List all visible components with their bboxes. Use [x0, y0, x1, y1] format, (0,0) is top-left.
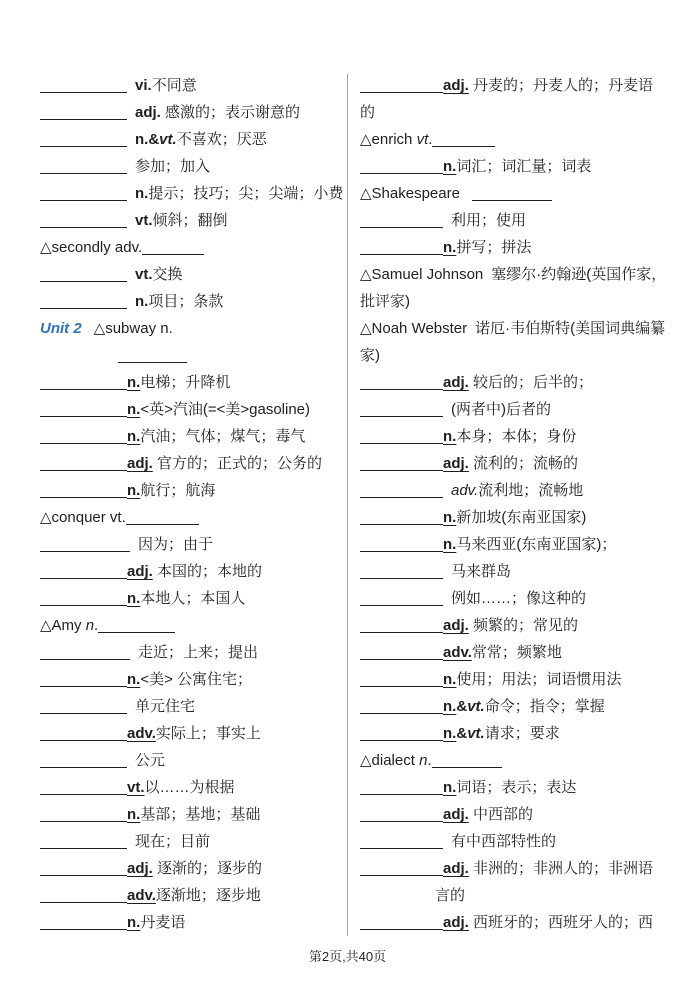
fill-in-blank	[40, 537, 130, 552]
text-segment: 参加；加入	[135, 158, 211, 175]
text-segment: adj.	[127, 860, 153, 877]
vocab-row	[360, 153, 695, 180]
text-segment: (两者中)后者的	[451, 401, 551, 418]
vocab-row	[360, 666, 695, 693]
text-segment: adj.	[127, 563, 153, 580]
text-segment: 命令；指令；掌握	[484, 698, 605, 715]
text-segment: 频繁的；常见的	[468, 617, 579, 634]
fill-in-blank	[40, 456, 127, 471]
text-segment: 感激的；表示谢意的	[160, 104, 301, 121]
fill-in-blank	[472, 186, 552, 201]
vocab-row	[360, 450, 695, 477]
text-segment: 词汇；词汇量；词表	[456, 158, 592, 175]
fill-in-blank	[432, 753, 502, 768]
text-segment: .	[427, 752, 432, 769]
text-segment: 较后的；后半的；	[468, 374, 594, 391]
fill-in-blank	[142, 240, 204, 255]
text-segment: adj.	[443, 860, 469, 877]
vocab-row	[360, 639, 695, 666]
fill-in-blank	[40, 726, 127, 741]
text-segment: &	[456, 698, 468, 715]
text-segment: 的	[360, 104, 376, 121]
fill-in-blank	[360, 159, 443, 174]
text-segment: n	[85, 617, 95, 634]
fill-in-blank	[40, 753, 127, 768]
fill-in-blank	[40, 834, 127, 849]
text-segment: adv.	[127, 887, 156, 904]
fill-in-blank	[40, 645, 130, 660]
text-segment: n.	[443, 509, 457, 526]
fill-in-blank	[40, 105, 127, 120]
text-segment: 项目；条款	[148, 293, 224, 310]
text-segment: △Amy	[40, 617, 86, 634]
text-segment: 使用；用法；词语惯用法	[456, 671, 622, 688]
text-segment: &	[456, 725, 468, 742]
fill-in-blank	[360, 240, 443, 255]
fill-in-blank	[432, 132, 495, 147]
text-segment: △Shakespeare	[360, 185, 460, 202]
fill-in-blank	[40, 294, 127, 309]
fill-in-blank	[360, 402, 443, 417]
vocab-row	[360, 828, 695, 855]
fill-in-blank	[360, 429, 443, 444]
text-segment: vt.	[467, 698, 485, 715]
fill-in-blank	[360, 645, 443, 660]
text-segment: vt.	[135, 212, 153, 229]
fill-in-blank	[40, 672, 127, 687]
text-segment: n.	[127, 401, 141, 418]
vocab-row	[40, 342, 347, 369]
text-segment: <美> 公寓住宅；	[140, 671, 253, 688]
vocab-row	[360, 585, 695, 612]
text-segment: 西班牙的；西班牙人的；西	[468, 914, 654, 931]
vocab-row	[40, 693, 347, 720]
text-segment: adj.	[127, 455, 153, 472]
text-segment: .	[94, 617, 99, 634]
vocab-row	[40, 774, 347, 801]
fill-in-blank	[360, 672, 443, 687]
text-segment: n.	[443, 158, 457, 175]
fill-in-blank	[40, 402, 127, 417]
fill-in-blank	[40, 132, 127, 147]
vocab-row	[40, 585, 347, 612]
text-segment: adj.	[135, 104, 161, 121]
text-segment: 实际上；事实上	[155, 725, 261, 742]
text-segment: 本身；本体；身份	[456, 428, 577, 445]
vocab-row	[40, 423, 347, 450]
fill-in-blank	[360, 699, 443, 714]
text-segment: 丹麦的；丹麦人的；丹麦语	[468, 77, 654, 94]
text-segment: adj.	[443, 914, 469, 931]
text-segment: 本地人；本国人	[140, 590, 246, 607]
text-segment: △Noah Webster	[360, 320, 468, 337]
vocab-row	[360, 369, 695, 396]
fill-in-blank	[360, 780, 443, 795]
vocab-row	[360, 801, 695, 828]
text-segment: n	[419, 752, 428, 769]
text-segment: 马来西亚(东南亚国家)；	[456, 536, 617, 553]
text-segment: 流利的；流畅的	[468, 455, 579, 472]
vocab-row	[40, 126, 347, 153]
text-segment: .	[428, 131, 433, 148]
text-segment: 常常；频繁地	[471, 644, 562, 661]
text-segment: vt	[416, 131, 429, 148]
right-column	[347, 72, 695, 936]
vocab-row	[360, 207, 695, 234]
fill-in-blank	[40, 267, 127, 282]
vocab-row	[40, 828, 347, 855]
text-segment: adj.	[443, 455, 469, 472]
vocab-row	[40, 720, 347, 747]
text-segment: adj.	[443, 806, 469, 823]
vocab-row	[360, 477, 695, 504]
fill-in-blank	[40, 564, 127, 579]
text-segment: vt.	[159, 131, 177, 148]
text-segment: 倾斜；翻倒	[152, 212, 228, 229]
text-segment: n.	[135, 293, 149, 310]
text-segment: 航行；航海	[140, 482, 216, 499]
text-segment: n.	[127, 671, 141, 688]
fill-in-blank	[360, 618, 443, 633]
fill-in-blank	[360, 861, 443, 876]
text-segment: 诺厄·韦伯斯特(美国词典编纂	[475, 320, 666, 337]
vocab-row	[360, 99, 695, 126]
vocab-row	[360, 612, 695, 639]
vocab-row	[40, 315, 347, 342]
text-segment: n.	[443, 671, 457, 688]
fill-in-blank	[40, 888, 127, 903]
fill-in-blank	[40, 699, 127, 714]
vocab-row	[360, 531, 695, 558]
vocab-row	[40, 855, 347, 882]
text-segment: adv.	[127, 725, 156, 742]
text-segment: 现在；目前	[135, 833, 211, 850]
text-segment: 以……为根据	[144, 779, 235, 796]
vocab-row	[360, 126, 695, 153]
vocab-row	[360, 180, 695, 207]
two-column-layout	[0, 72, 695, 936]
text-segment: △secondly adv.	[40, 239, 143, 256]
text-segment: 马来群岛	[451, 563, 512, 580]
text-segment: 单元住宅	[135, 698, 196, 715]
left-column	[0, 72, 347, 936]
text-segment: 非洲的；非洲人的；非洲语	[468, 860, 654, 877]
vocab-row	[40, 882, 347, 909]
fill-in-blank	[360, 375, 443, 390]
vocab-row	[360, 234, 695, 261]
vocab-row	[40, 477, 347, 504]
text-segment: <英>汽油(=<美>gasoline)	[140, 401, 311, 418]
text-segment: 官方的；正式的；公务的	[152, 455, 323, 472]
vocab-row	[360, 504, 695, 531]
vocab-row	[360, 774, 695, 801]
text-segment: n.	[127, 590, 141, 607]
text-segment: n.	[443, 725, 457, 742]
vocab-row	[40, 639, 347, 666]
text-segment: n.	[127, 374, 141, 391]
fill-in-blank	[360, 915, 443, 930]
text-segment: 拼写；拼法	[456, 239, 532, 256]
fill-in-blank	[40, 429, 127, 444]
text-segment: vt.	[127, 779, 145, 796]
vocab-row	[360, 747, 695, 774]
fill-in-blank	[40, 483, 127, 498]
vocab-row	[360, 423, 695, 450]
vocab-row	[40, 288, 347, 315]
vocab-row	[40, 180, 347, 207]
text-segment: 言的	[435, 887, 466, 904]
vocab-row	[40, 261, 347, 288]
text-segment: adv.	[451, 482, 479, 499]
text-segment: 不喜欢；厌恶	[176, 131, 267, 148]
fill-in-blank	[40, 915, 127, 930]
vocab-row	[360, 855, 695, 882]
vocab-row	[40, 504, 347, 531]
fill-in-blank	[360, 537, 443, 552]
text-segment: 因为；由于	[138, 536, 214, 553]
text-segment: △Samuel Johnson	[360, 266, 484, 283]
text-segment: n.	[443, 239, 457, 256]
fill-in-blank	[360, 834, 443, 849]
vocab-row	[40, 747, 347, 774]
text-segment: n.	[127, 806, 141, 823]
text-segment: 词语；表示；表达	[456, 779, 577, 796]
vocab-row	[40, 153, 347, 180]
text-segment: 利用；使用	[451, 212, 527, 229]
vocab-row	[360, 720, 695, 747]
text-segment: n.	[127, 914, 141, 931]
fill-in-blank	[40, 186, 127, 201]
fill-in-blank	[40, 861, 127, 876]
text-segment: 逐渐地；逐步地	[155, 887, 261, 904]
text-segment: 例如……；像这种的	[451, 590, 587, 607]
vocab-row	[360, 315, 695, 342]
text-segment: △conquer vt.	[40, 509, 126, 526]
fill-in-blank	[360, 78, 443, 93]
fill-in-blank	[126, 510, 199, 525]
fill-in-blank	[40, 213, 127, 228]
fill-in-blank	[360, 726, 443, 741]
text-segment: adj.	[443, 77, 469, 94]
text-segment: n.&	[135, 131, 160, 148]
vocab-row	[360, 396, 695, 423]
vocab-row	[40, 531, 347, 558]
vocab-row	[40, 207, 347, 234]
fill-in-blank	[40, 159, 127, 174]
vocab-row	[360, 882, 695, 909]
text-segment: adj.	[443, 617, 469, 634]
vocab-row	[360, 909, 695, 936]
fill-in-blank	[40, 375, 127, 390]
text-segment: adv.	[443, 644, 472, 661]
text-segment: n.	[443, 698, 457, 715]
unit-heading: Unit 2	[40, 320, 82, 337]
text-segment: 走近；上来；提出	[138, 644, 259, 661]
text-segment: adj.	[443, 374, 469, 391]
text-segment: n.	[443, 536, 457, 553]
vocab-row	[360, 693, 695, 720]
vocab-row	[40, 396, 347, 423]
vocab-row	[40, 612, 347, 639]
text-segment: 塞缪尔·约翰逊(英国作家，	[491, 266, 667, 283]
vocab-row	[40, 99, 347, 126]
vocab-row	[40, 666, 347, 693]
text-segment: vt.	[135, 266, 153, 283]
vocab-row	[40, 369, 347, 396]
vocab-row	[40, 801, 347, 828]
vocab-row	[40, 72, 347, 99]
fill-in-blank	[360, 456, 443, 471]
page-footer: 第2页,共40页	[308, 949, 387, 964]
fill-in-blank	[40, 78, 127, 93]
text-segment: 中西部的	[468, 806, 534, 823]
fill-in-blank	[360, 564, 443, 579]
text-segment: 逐渐的；逐步的	[152, 860, 263, 877]
text-segment: 请求；要求	[484, 725, 560, 742]
text-segment: 本国的；本地的	[152, 563, 263, 580]
fill-in-blank	[40, 591, 127, 606]
vocab-row	[40, 558, 347, 585]
fill-in-blank	[360, 213, 443, 228]
text-segment: 流利地；流畅地	[478, 482, 584, 499]
text-segment: 基部；基地；基础	[140, 806, 261, 823]
text-segment: 有中西部特性的	[451, 833, 557, 850]
text-segment: n.	[443, 428, 457, 445]
vocab-row	[360, 72, 695, 99]
fill-in-blank	[118, 348, 187, 363]
fill-in-blank	[98, 618, 175, 633]
text-segment: 交换	[152, 266, 183, 283]
text-segment: 丹麦语	[140, 914, 186, 931]
vocab-row	[360, 288, 695, 315]
text-segment: 公元	[135, 752, 166, 769]
text-segment: 家)	[360, 347, 380, 364]
fill-in-blank	[40, 780, 127, 795]
text-segment: 不同意	[151, 77, 197, 94]
vocab-row	[360, 342, 695, 369]
text-segment: n.	[127, 482, 141, 499]
text-segment: vt.	[467, 725, 485, 742]
text-segment: △subway n.	[93, 320, 173, 337]
vocab-row	[360, 558, 695, 585]
text-segment: n.	[127, 428, 141, 445]
text-segment: n.	[135, 185, 149, 202]
fill-in-blank	[360, 483, 443, 498]
vocab-row	[40, 234, 347, 261]
fill-in-blank	[360, 510, 443, 525]
fill-in-blank	[360, 591, 443, 606]
vocab-row	[40, 909, 347, 936]
text-segment: 批评家)	[360, 293, 410, 310]
text-segment: n.	[443, 779, 457, 796]
text-segment: vi.	[135, 77, 152, 94]
text-segment: 汽油；气体；煤气；毒气	[140, 428, 306, 445]
text-segment: 电梯；升降机	[140, 374, 231, 391]
text-segment: △enrich	[360, 131, 417, 148]
vocab-row	[40, 450, 347, 477]
vocab-row	[360, 261, 695, 288]
text-segment: △dialect	[360, 752, 420, 769]
fill-in-blank	[40, 807, 127, 822]
text-segment: 提示；技巧；尖；尖端；小费	[148, 185, 344, 202]
text-segment: 新加坡(东南亚国家)	[456, 509, 587, 526]
fill-in-blank	[360, 807, 443, 822]
